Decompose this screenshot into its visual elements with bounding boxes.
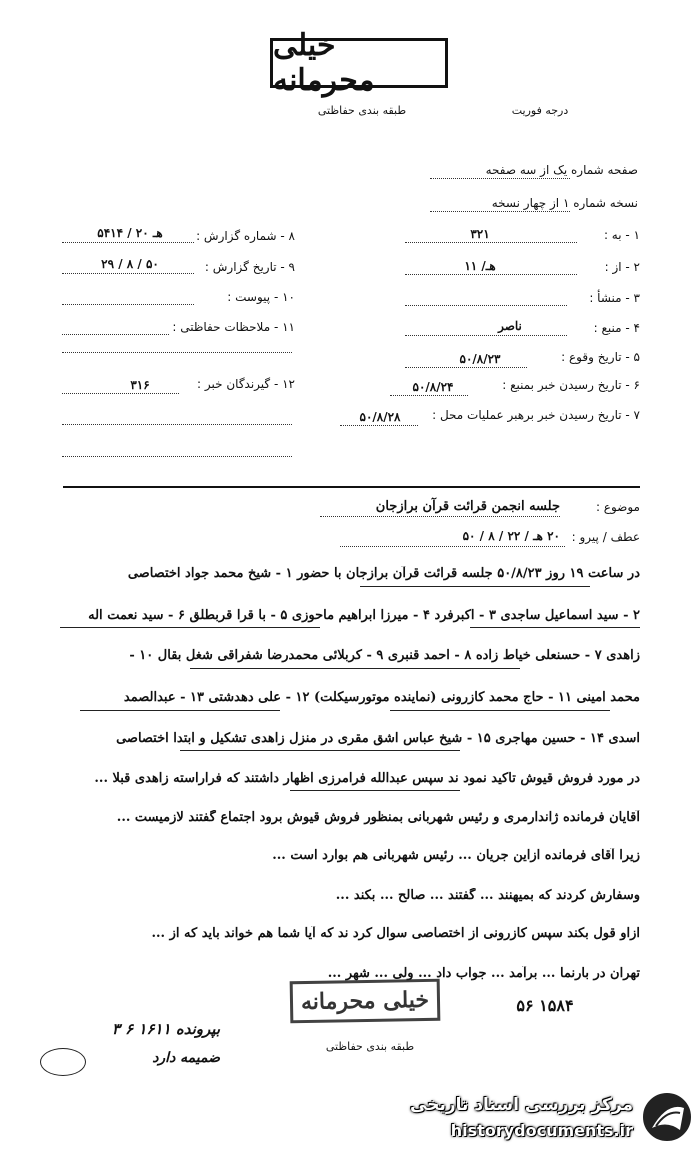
field-attachment-dots bbox=[62, 304, 194, 305]
footer-stamp-text: خیلی محرمانه bbox=[300, 986, 430, 1016]
body-line-4: محمد امینی ۱۱ - حاج محمد کازرونی (نماینده موتورسیکلت) ۱۲ - علی دهدشتی ۱۳ - عبدالصمد bbox=[123, 690, 640, 705]
blank-line-1 bbox=[62, 352, 292, 353]
field-to-dots bbox=[405, 242, 577, 243]
section-divider bbox=[63, 486, 640, 488]
field-date-leader-label: ۷ - تاریخ رسیدن خبر برهبر عملیات محل : bbox=[432, 408, 640, 422]
underline bbox=[180, 750, 460, 751]
underline bbox=[60, 627, 320, 628]
field-source-value: ناصر bbox=[498, 319, 522, 333]
field-date-occur-label: ۵ - تاریخ وقوع : bbox=[561, 350, 640, 364]
field-report-number-dots bbox=[62, 242, 194, 243]
classification-stamp bbox=[270, 28, 448, 98]
underline bbox=[290, 790, 460, 791]
priority-label: درجه فوریت bbox=[511, 104, 569, 117]
footer-stamp-number: ۵۶ ۱۵۸۴ bbox=[516, 996, 574, 1015]
field-from-dots bbox=[405, 274, 577, 275]
archive-logo-icon bbox=[640, 1090, 695, 1145]
page-number-line: صفحه شماره یک از سه صفحه bbox=[485, 163, 638, 177]
field-to-value: ۳۲۱ bbox=[470, 227, 490, 241]
subject-value: جلسه انجمن قرائت قرآن برازجان bbox=[375, 499, 560, 514]
field-report-date-label: ۹ - تاریخ گزارش : bbox=[204, 260, 295, 274]
handwritten-attachment-note: ضمیمه دارد bbox=[152, 1050, 220, 1066]
field-security-notes-label: ۱۱ - ملاحظات حفاظتی : bbox=[172, 320, 295, 334]
footer-classification-stamp bbox=[290, 979, 441, 1024]
body-line-1: در ساعت ۱۹ روز ۵۰/۸/۲۳ جلسه قرائت قرآن برازجان با حضور ۱ - شیخ محمد جواد اختصاصی bbox=[127, 566, 640, 581]
blank-line-2 bbox=[62, 424, 292, 425]
body-line-8: زیرا آقای فرمانده ازاین جریان ... رئیس شهربانی هم بوارد است ... bbox=[272, 848, 640, 863]
reference-value: ۲۰ هـ / ۲۲ / ۸ / ۵۰ bbox=[462, 529, 560, 543]
field-source-label: ۴ - منبع : bbox=[593, 321, 640, 335]
watermark bbox=[405, 1085, 695, 1150]
body-line-9: وسفارش کردند که بمیهنند ... گفتند ... صالح ... بکند ... bbox=[335, 888, 640, 903]
field-source-dots bbox=[405, 335, 567, 336]
field-date-leader-dots bbox=[340, 425, 418, 426]
field-attachment-label: ۱۰ - پیوست : bbox=[227, 290, 295, 304]
field-recipients-value: ۳۱۶ bbox=[130, 378, 150, 392]
field-origin-label: ۳ - منشأ : bbox=[589, 291, 640, 305]
watermark-url: historydocuments.ir bbox=[450, 1121, 633, 1140]
underline bbox=[190, 668, 520, 669]
field-origin-dots bbox=[405, 305, 567, 306]
field-report-date-value: ۲۹ / ۸ / ۵۰ bbox=[101, 257, 159, 271]
underline bbox=[360, 586, 590, 587]
body-line-3: زاهدی ۷ - حسنعلی خیاط زاده ۸ - احمد قنبری ۹ - کربلائی محمدرضا شفراقی شغل بقال ۱۰ - bbox=[129, 648, 640, 663]
body-line-2: ۲ - سید اسماعیل ساجدی ۳ - اکبرفرد ۴ - میرزا ابراهیم ماحوزی ۵ - با قرا قربطلق ۶ - سید نعمت اله bbox=[88, 608, 640, 623]
underline bbox=[390, 710, 610, 711]
body-line-5: اسدی ۱۴ - حسین مهاجری ۱۵ - شیخ عباس اشق مقری در منزل زاهدی تشکیل و ابتدا اختصاصی bbox=[116, 731, 640, 746]
classification-caption: طبقه بندی حفاظتی bbox=[317, 104, 407, 117]
watermark-org-name: مرکز بررسی اسناد تاریخی bbox=[410, 1095, 633, 1115]
field-date-source-label: ۶ - تاریخ رسیدن خبر بمنبع : bbox=[502, 378, 640, 392]
copy-number-dots bbox=[430, 211, 570, 212]
body-line-7: آقایان فرمانده ژاندارمری و رئیس شهربانی بمنظور فروش قیوش برود اجتماع گفتند لازمیست ... bbox=[116, 810, 640, 825]
copy-number-line: نسخه شماره ۱ از چهار نسخه bbox=[491, 196, 638, 210]
underline bbox=[470, 627, 640, 628]
reference-label: عطف / پیرو : bbox=[571, 530, 640, 544]
field-report-date-dots bbox=[62, 273, 194, 274]
reference-dots bbox=[340, 546, 565, 547]
subject-dots bbox=[320, 516, 560, 517]
field-date-source-dots bbox=[390, 395, 468, 396]
field-date-leader-value: ۵۰/۸/۲۸ bbox=[359, 410, 401, 424]
handwritten-circle bbox=[40, 1048, 86, 1076]
field-from-value: ۱۱ /هـ bbox=[464, 259, 496, 273]
field-to-label: ۱ - به : bbox=[603, 228, 640, 242]
blank-line-3 bbox=[62, 456, 292, 457]
field-date-occur-value: ۵۰/۸/۲۳ bbox=[459, 352, 501, 366]
body-line-6: در مورد فروش قیوش تاکید نمود ند سپس عبدالله فرامرزی اظهار داشتند که فراراسته زاهدی قبلا ... bbox=[94, 771, 640, 786]
footer-caption: طبقه بندی حفاظتی bbox=[325, 1040, 415, 1053]
field-from-label: ۲ - از : bbox=[604, 260, 640, 274]
underline bbox=[80, 710, 280, 711]
field-date-occur-dots bbox=[405, 367, 527, 368]
field-date-source-value: ۵۰/۸/۲۴ bbox=[412, 380, 454, 394]
field-report-number-label: ۸ - شماره گزارش : bbox=[196, 229, 295, 243]
field-recipients-label: ۱۲ - گیرندگان خبر : bbox=[197, 377, 295, 391]
subject-label: موضوع : bbox=[595, 500, 640, 514]
handwritten-file-note: بپرونده ۱۶۱۱ ۶ ۳ bbox=[111, 1020, 220, 1038]
field-security-notes-dots bbox=[62, 334, 169, 335]
page-number-dots bbox=[430, 178, 570, 179]
classification-stamp-text: خیلی محرمانه bbox=[273, 28, 375, 98]
field-report-number-value: ۵۴۱۴ / ۲۰ هـ bbox=[97, 226, 163, 240]
body-line-11: تهران در بارنما ... برآمد ... جواب داد ... ولی ... شهر ... bbox=[327, 966, 640, 981]
body-line-10: ازاو قول بکند سپس کازرونی از اختصاصی سوال کرد ند که آیا شما هم خواند باید که از ... bbox=[151, 926, 640, 941]
field-recipients-dots bbox=[62, 393, 179, 394]
